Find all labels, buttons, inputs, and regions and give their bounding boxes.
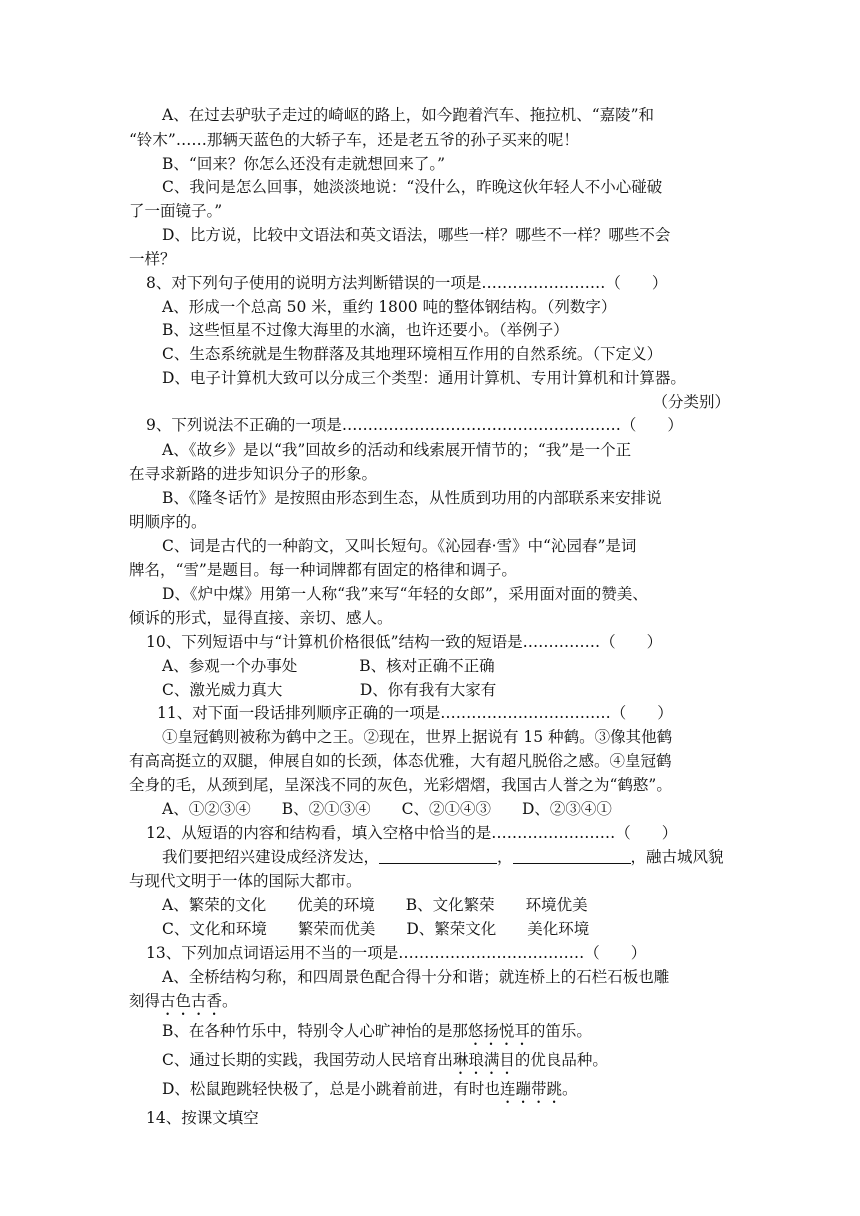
q7-option-d-line2: 一样？ xyxy=(129,250,176,268)
q12-options-ab: A、繁荣的文化 优美的环境 B、文化繁荣 环境优美 xyxy=(162,896,588,914)
q14-stem: 14、按课文填空 xyxy=(146,1109,259,1127)
q10-stem: 10、下列短语中与“计算机价格很低”结构一致的短语是……………（ ） xyxy=(146,633,663,651)
q9-option-b-line2: 明顺序的。 xyxy=(129,513,207,531)
q13-c-pre: C、通过长期的实践，我国劳动人民培育出 xyxy=(162,1051,453,1069)
q13-option-b xyxy=(162,1021,592,1049)
q13-c-post: 的优良品种。 xyxy=(514,1051,608,1069)
q7-option-a-line1: A、在过去驴驮子走过的崎岖的路上，如今跑着汽车、拖拉机、“嘉陵”和 xyxy=(162,106,655,124)
q9-option-d-line1: D、《炉中煤》用第一人称“我”来写“年轻的女郎”，采用面对面的赞美、 xyxy=(162,585,648,603)
q8-option-b: B、这些恒星不过像大海里的水滴，也许还要小。（举例子） xyxy=(162,321,569,339)
q10-options-cd: C、激光威力真大 D、你有我有大家有 xyxy=(162,681,497,699)
q13-d-dotted-term: 连蹦带跳 xyxy=(499,1080,562,1098)
q13-option-a-line2 xyxy=(129,991,238,1019)
q9-option-a-line1: A、《故乡》是以“我”回故乡的活动和线索展开情节的；“我”是一个正 xyxy=(162,441,632,459)
q13-d-post: 。 xyxy=(561,1080,578,1098)
q9-option-b-line1: B、《隆冬话竹》是按照由形态到生态，从性质到功用的内部联系来安排说 xyxy=(162,489,662,507)
q7-option-d-line1: D、比方说，比较中文语法和英文语法，哪些一样？哪些不一样？哪些不会 xyxy=(162,226,671,244)
q7-option-c-line1: C、我问是怎么回事，她淡淡地说：“没什么，昨晚这伙年轻人不小心碰破 xyxy=(162,178,663,196)
q13-a-dotted-term: 古色古香 xyxy=(160,992,223,1010)
q12-text-part1: 我们要把绍兴建设成经济发达， xyxy=(162,848,380,866)
q9-option-d-line2: 倾诉的形式，显得直接、亲切、感人。 xyxy=(129,609,393,627)
q11-options: A、①②③④ B、②①③④ C、②①④③ D、②③④① xyxy=(162,800,612,818)
q12-text-comma: ， xyxy=(497,848,513,866)
q9-option-c-line1: C、词是古代的一种韵文，又叫长短句。《沁园春·雪》中“沁园春”是词 xyxy=(162,537,637,555)
q12-options-cd: C、文化和环境 繁荣而优美 D、繁荣文化 美化环境 xyxy=(162,920,590,938)
q13-a-pre: 刻得 xyxy=(129,992,161,1010)
q10-options-ab: A、参观一个办事处 B、核对正确不正确 xyxy=(162,657,495,675)
q8-option-d-line1: D、电子计算机大致可以分成三个类型：通用计算机、专用计算机和计算器。 xyxy=(162,369,686,387)
q12-stem: 12、从短语的内容和结构看，填入空格中恰当的是……………………（ ） xyxy=(146,824,678,842)
q8-stem: 8、对下列句子使用的说明方法判断错误的一项是……………………（ ） xyxy=(146,274,668,292)
q12-passage-line2: 与现代文明于一体的国际大都市。 xyxy=(129,872,362,890)
q11-passage-line1: ①皇冠鹤则被称为鹤中之王。②现在，世界上据说有 15 种鹤。③像其他鹤 xyxy=(162,728,673,746)
q11-stem: 11、对下面一段话排列顺序正确的一项是……………………………（ ） xyxy=(157,704,673,722)
q13-b-pre: B、在各种竹乐中，特别令人心旷神怡的是那 xyxy=(162,1022,468,1040)
q11-passage-line3: 全身的毛，从颈到尾，呈深浅不同的灰色，光彩熠熠，我国古人誉之为“鹤憨”。 xyxy=(129,776,672,794)
q9-option-a-line2: 在寻求新路的进步知识分子的形象。 xyxy=(129,465,378,483)
q13-c-dotted-term: 琳琅满目 xyxy=(452,1051,515,1069)
q13-option-a-line1: A、全桥结构匀称，和四周景色配合得十分和谐；就连桥上的石栏石板也雕 xyxy=(162,968,670,986)
q13-b-post: 的笛乐。 xyxy=(529,1022,592,1040)
q9-option-c-line2: 牌名，“雪”是题目。每一种词牌都有固定的格律和调子。 xyxy=(129,561,517,579)
q13-b-dotted-term: 悠扬悦耳 xyxy=(467,1022,530,1040)
q8-option-a: A、形成一个总高 50 米，重约 1800 吨的整体钢结构。（列数字） xyxy=(162,298,617,316)
q7-option-b: B、“回来？你怎么还没有走就想回来了。” xyxy=(162,155,445,173)
q12-text-part2: ，融古城风貌 xyxy=(630,848,724,866)
q13-d-pre: D、松鼠跑跳轻快极了，总是小跳着前进，有时也 xyxy=(162,1080,500,1098)
q13-a-post: 。 xyxy=(222,992,238,1010)
q7-option-c-line2: 了一面镜子。” xyxy=(129,202,223,220)
q12-blank-2 xyxy=(513,849,631,864)
q8-option-c: C、生态系统就是生物群落及其地理环境相互作用的自然系统。（下定义） xyxy=(162,345,663,363)
q13-stem: 13、下列加点词语运用不当的一项是………………………………（ ） xyxy=(146,944,647,962)
q7-option-a-line2: “铃木”……那辆天蓝色的大轿子车，还是老五爷的孙子买来的呢！ xyxy=(129,131,579,149)
q13-option-d xyxy=(162,1079,577,1107)
q12-blank-1 xyxy=(379,849,497,864)
q9-stem: 9、下列说法不正确的一项是………………………………………………（ ） xyxy=(146,416,683,434)
q13-option-c xyxy=(162,1050,608,1078)
q12-passage-line1 xyxy=(162,847,724,867)
q8-option-d-line2: （分类别） xyxy=(652,393,730,411)
q11-passage-line2: 有高高挺立的双腿，伸展自如的长颈，体态优雅，大有超凡脱俗之感。④皇冠鹤 xyxy=(129,752,672,770)
